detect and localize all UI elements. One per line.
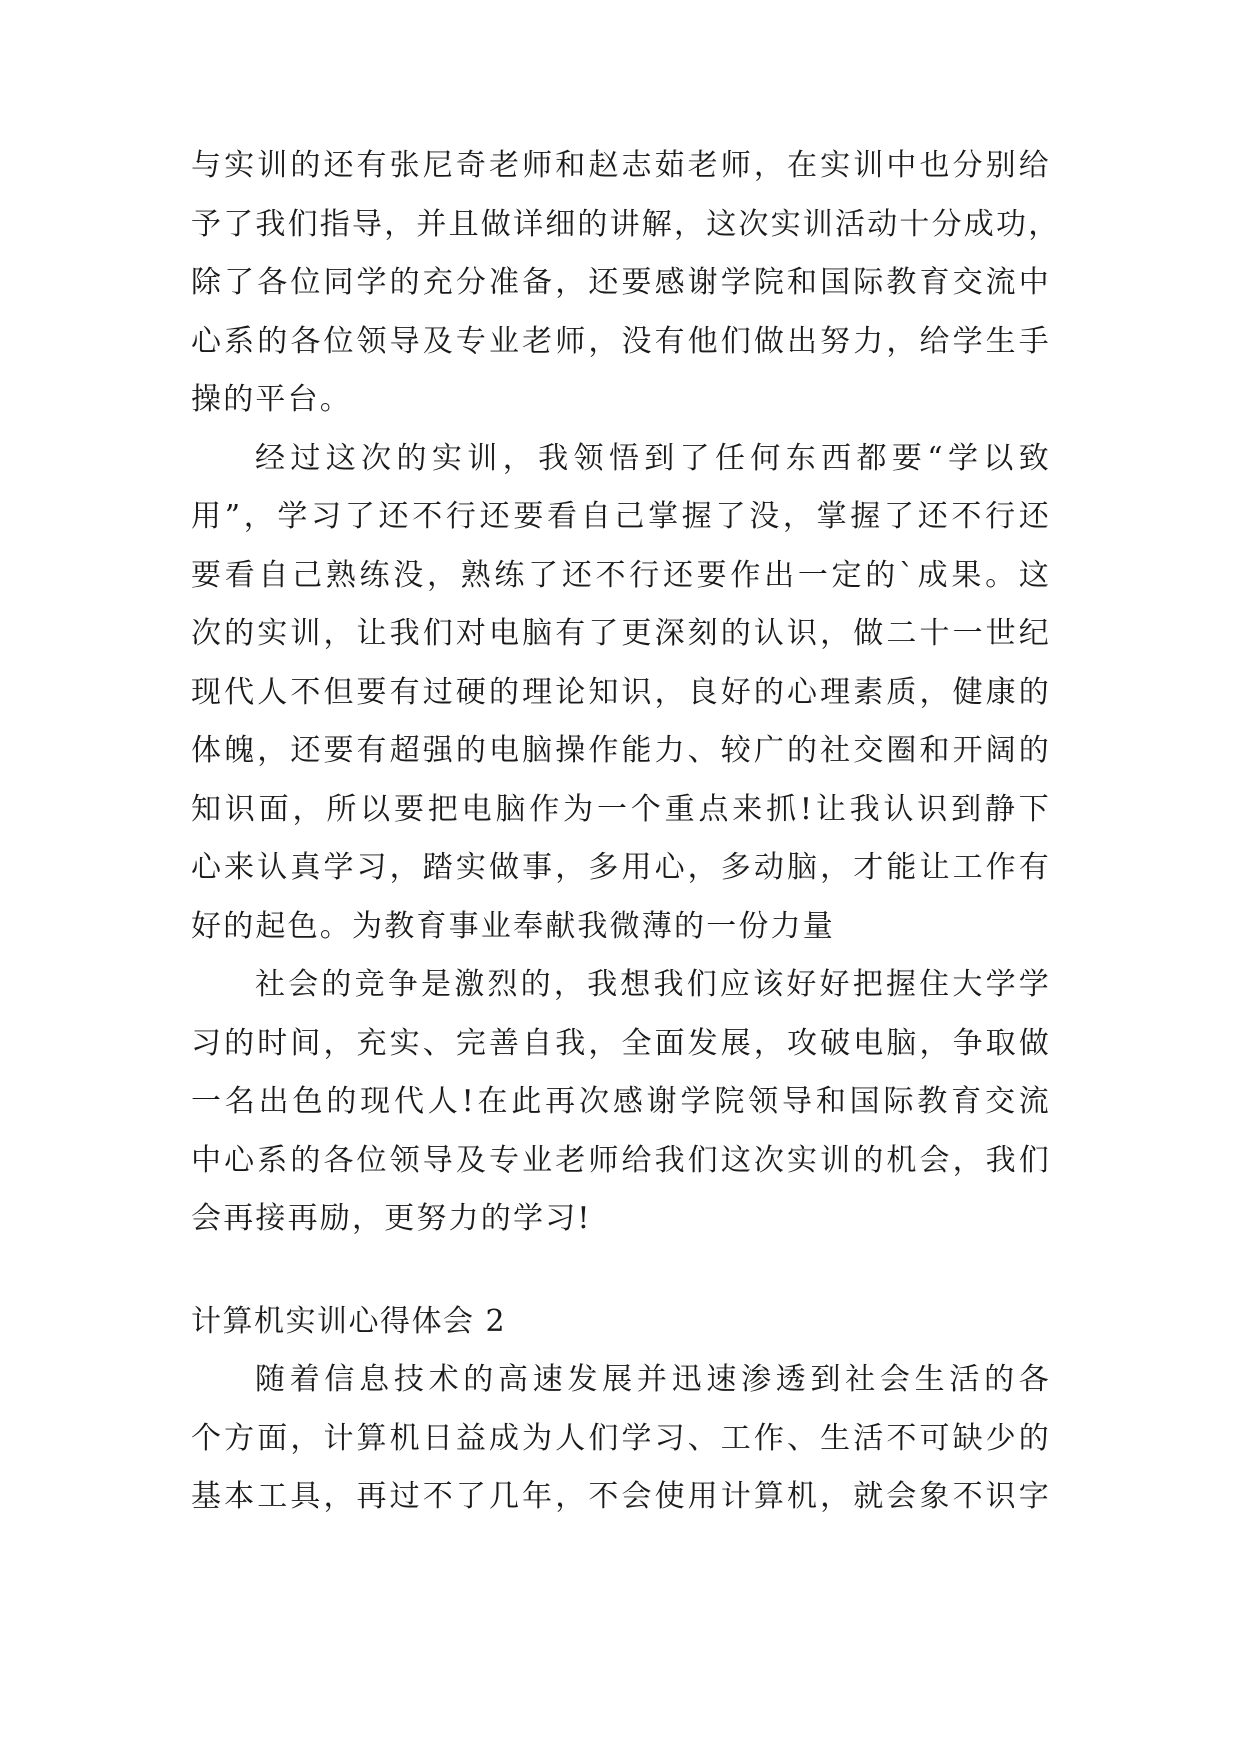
paragraph-2 — [191, 430, 1051, 957]
text-line: 习的时间，充实、完善自我，全面发展，攻破电脑，争取做 — [191, 1025, 1051, 1061]
text-line: 与实训的还有张尼奇老师和赵志茹老师，在实训中也分别给 — [191, 148, 1051, 183]
text-line: 要看自己熟练没，熟练了还不行还要作出一定的`成果。这 — [191, 557, 1051, 593]
document-body — [191, 137, 1061, 1527]
section-title: 计算机实训心得体会 2 — [191, 1303, 507, 1339]
text-line: 除了各位同学的充分准备，还要感谢学院和国际教育交流中 — [191, 265, 1051, 300]
text-line: 知识面，所以要把电脑作为一个重点来抓!让我认识到静下 — [191, 791, 1051, 827]
paragraph-1 — [191, 137, 1061, 430]
paragraph-3 — [191, 956, 1051, 1249]
text-line: 心系的各位领导及专业老师，没有他们做出努力，给学生手 — [191, 323, 1051, 359]
text-line: 社会的竞争是激烈的，我想我们应该好好把握住大学学 — [255, 967, 1051, 1002]
text-line: 个方面，计算机日益成为人们学习、工作、生活不可缺少的 — [191, 1420, 1051, 1456]
text-line: 心来认真学习，踏实做事，多用心，多动脑，才能让工作有 — [191, 850, 1051, 885]
text-line: 予了我们指导，并且做详细的讲解，这次实训活动十分成功， — [191, 206, 1061, 242]
text-line: 次的实训，让我们对电脑有了更深刻的认识，做二十一世纪 — [191, 616, 1051, 651]
paragraph-4 — [191, 1351, 1051, 1527]
text-line: 好的起色。为教育事业奉献我微薄的一份力量 — [191, 908, 835, 944]
text-line: 随着信息技术的高速发展并迅速渗透到社会生活的各 — [255, 1362, 1051, 1397]
text-line: 基本工具，再过不了几年，不会使用计算机，就会象不识字 — [191, 1479, 1051, 1514]
text-line: 用”，学习了还不行还要看自己掌握了没，掌握了还不行还 — [191, 499, 1051, 534]
text-line: 经过这次的实训，我领悟到了任何东西都要“学以致 — [255, 440, 1051, 476]
spacer — [191, 1249, 1051, 1293]
text-line: 体魄，还要有超强的电脑操作能力、较广的社交圈和开阔的 — [191, 733, 1051, 768]
text-line: 现代人不但要有过硬的理论知识，良好的心理素质，健康的 — [191, 674, 1051, 710]
text-line: 操的平台。 — [191, 382, 352, 417]
text-line: 一名出色的现代人!在此再次感谢学院领导和国际教育交流 — [191, 1084, 1051, 1119]
text-line: 会再接再励，更努力的学习! — [191, 1201, 592, 1236]
text-line: 中心系的各位领导及专业老师给我们这次实训的机会，我们 — [191, 1142, 1051, 1178]
